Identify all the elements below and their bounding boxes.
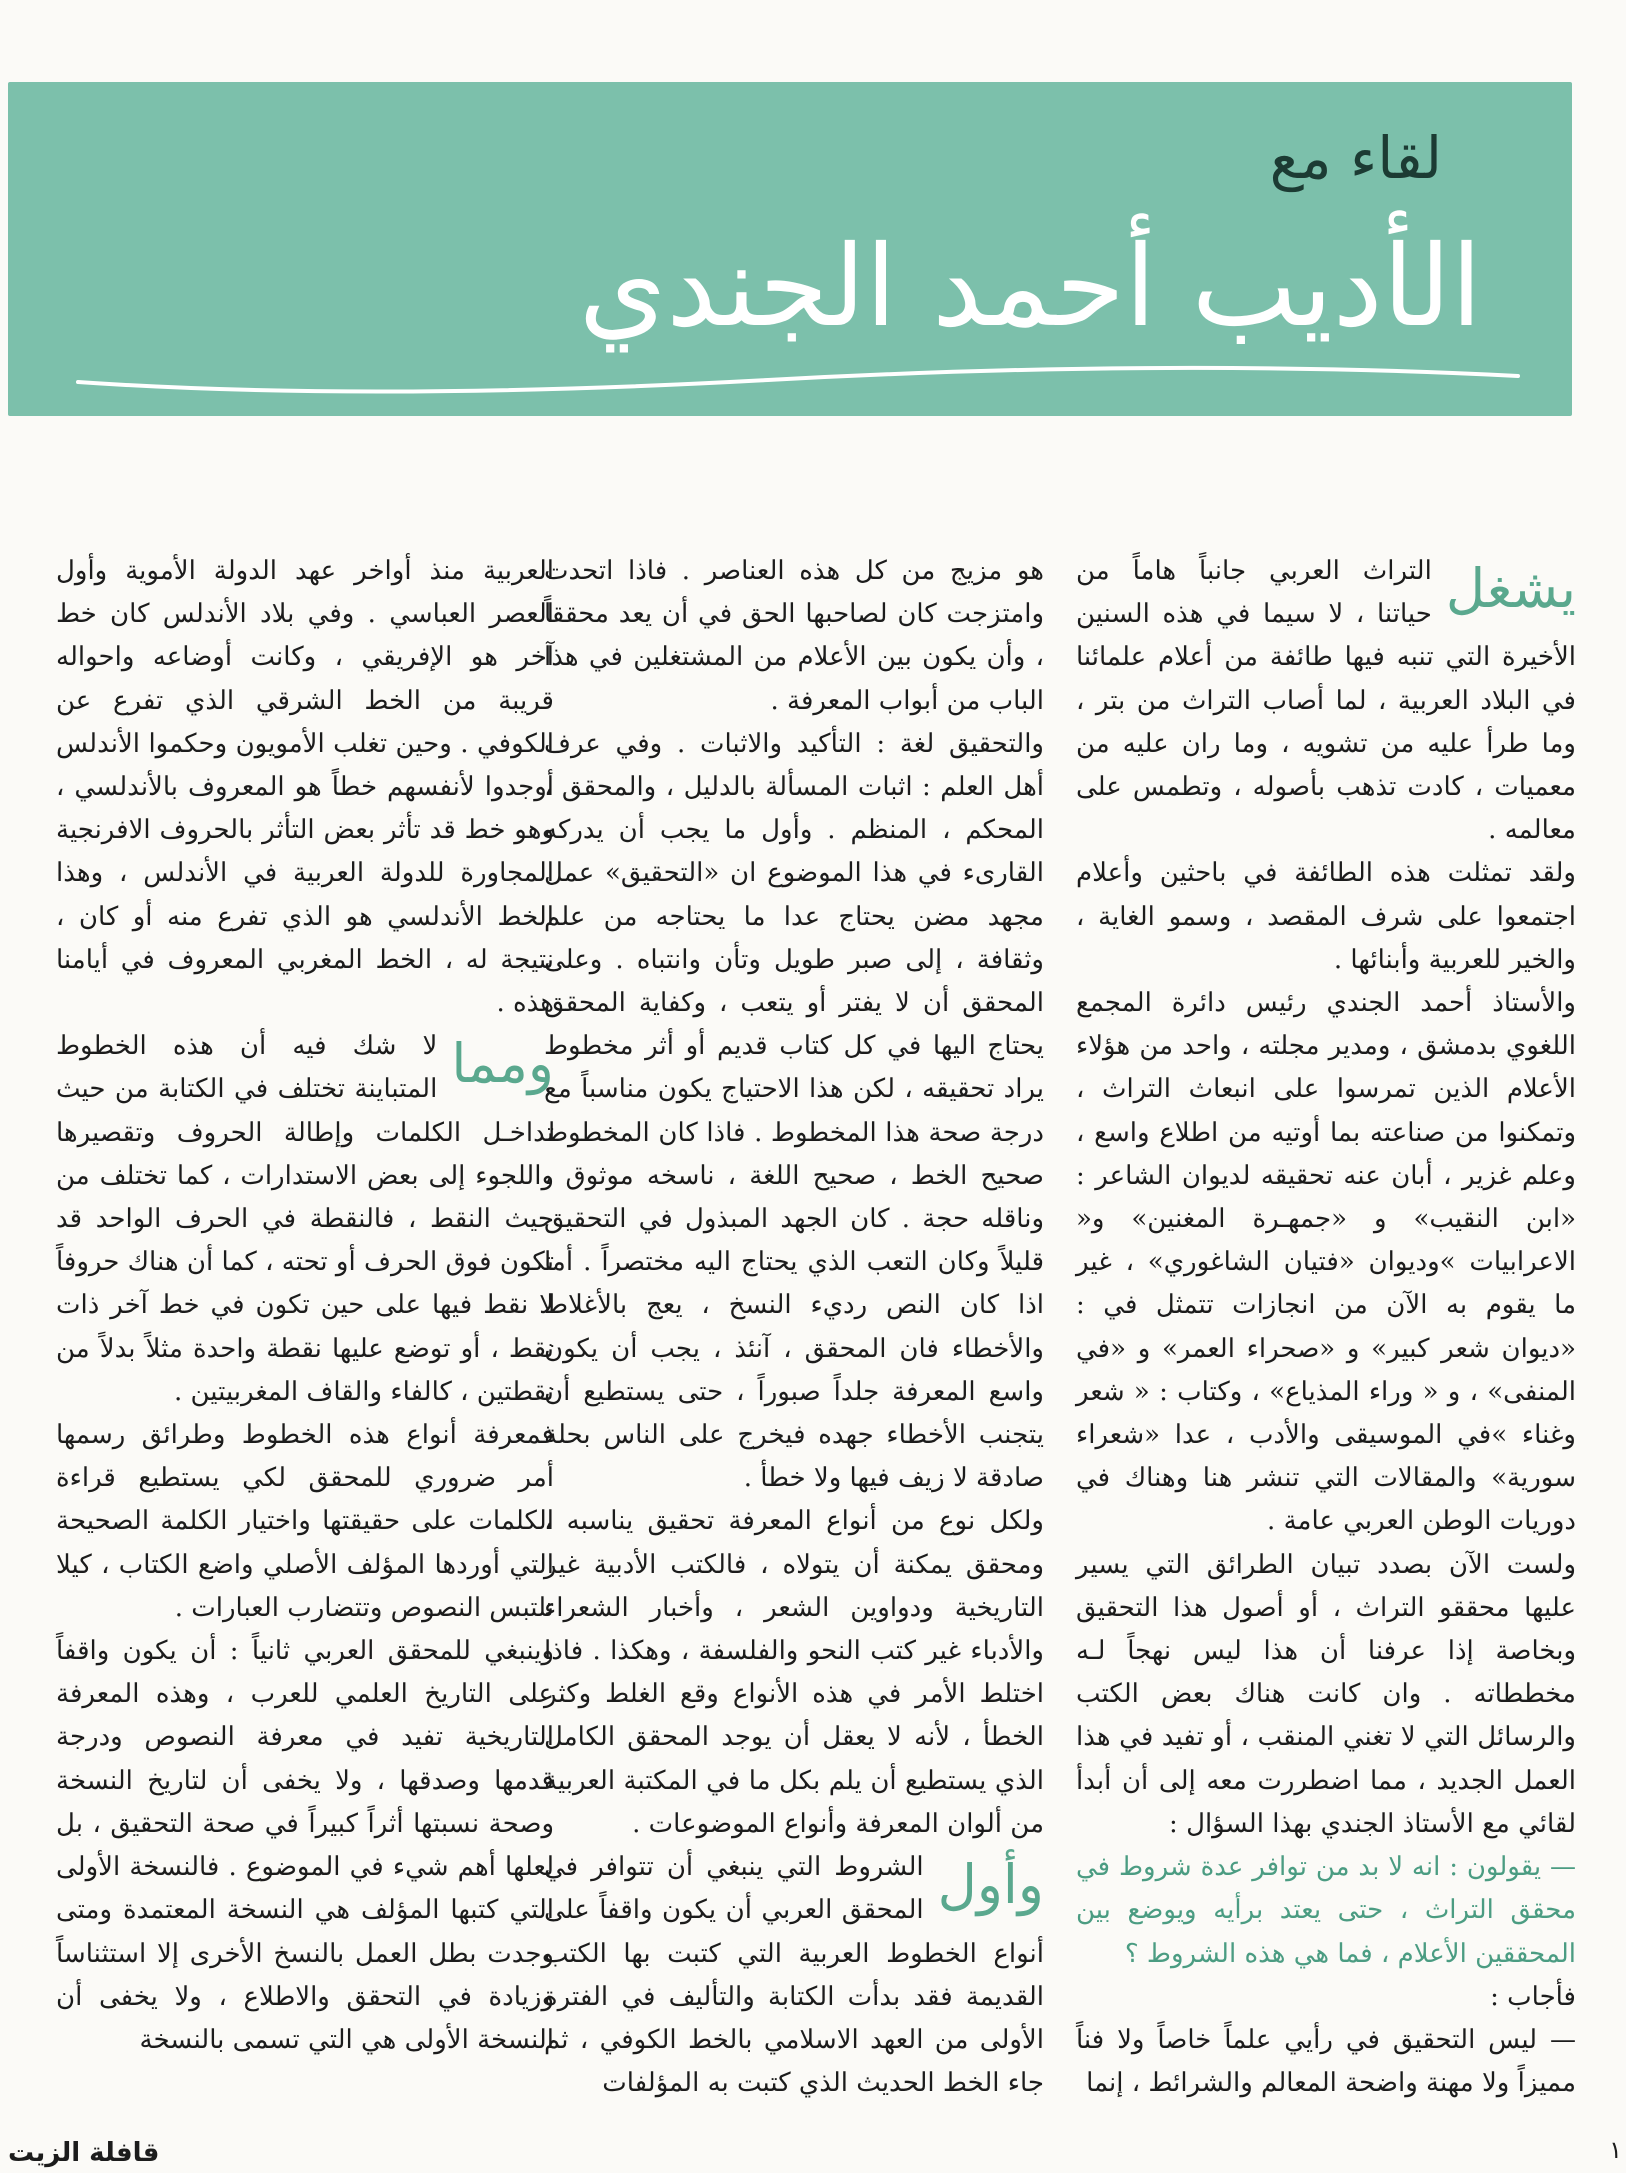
answer-label: فأجاب : <box>1490 1981 1576 2012</box>
article-column-right <box>1076 550 1576 2099</box>
banner-title: الأديب أحمد الجندي <box>578 222 1482 352</box>
magazine-name: قافلة الزيت <box>8 2138 160 2168</box>
page-number: ١ <box>1609 2136 1622 2164</box>
paragraph: ولقد تمثلت هذه الطائفة في باحثين وأعلام اجتمعوا على شرف المقصد ، وسمو الغاية ، والخير للعربية وأبنائها . <box>1076 858 1576 975</box>
lead-word-right: يشغل <box>1445 557 1576 620</box>
lead-word-middle: وأول <box>937 1853 1044 1917</box>
banner-swash-decoration <box>68 362 1528 402</box>
interview-answer: — ليس التحقيق في رأيي علماً خاصاً ولا فناً مميزاً ولا مهنة واضحة المعالم والشرائط ، إنما <box>1076 2024 1576 2099</box>
title-banner <box>8 82 1572 416</box>
paragraph: والتحقيق لغة : التأكيد والاثبات . وفي عرف أهل العلم : اثبات المسألة بالدليل ، والمحقق ، المحكم ، المنظم . وأول ما يجب أن يدركه القارىء في هذا الموضوع ان «التحقيق» عمل مجهد مضن يحتاج عدا ما يحتاجه من علم وثقافة ، إلى صبر طويل وتأن وانتباه . وعلى المحقق أن لا يفتر أو يتعب ، وكفاية المحقق يحتاج اليها في كل كتاب قديم أو أثر مخطوط يراد تحقيقه ، لكن هذا الاحتياج يكون مناسباً مع درجة صحة هذا المخطوط . فاذا كان المخطوط صحيح الخط ، صحيح اللغة ، ناسخه موثوق ، وناقله حجة . كان الجهد المبذول في التحقيق قليلاً وكان التعب الذي يحتاج اليه مختصراً . أما اذا كان النص رديء النسخ ، يعج بالأغلاط والأخطاء فان المحقق ، آنئذ ، يجب أن يكون واسع المعرفة جلداً صبوراً ، حتى يستطيع أن يتجنب الأخطاء جهده فيخرج على الناس بحلة صادقة لا زيف فيها ولا خطأ . <box>544 728 1044 1494</box>
paragraph: العربية منذ أواخر عهد الدولة الأموية وأول العصر العباسي . وفي بلاد الأندلس كان خط آخر هو الإفريقي ، وكانت أوضاعه واحواله قريبة من الخط الشرقي الذي تفرع عن الكوفي . وحين تغلب الأمويون وحكموا الأندلس أوجدوا لأنفسهم خطاً هو المعروف بالأندلسي ، وهو خط قد تأثر بعض التأثر بالحروف الافرنجية المجاورة للدولة العربية في الأندلس ، وهذا الخط الأندلسي هو الذي تفرع منه أو كان ، نتيجة له ، الخط المغربي المعروف في أيامنا هذه . <box>56 556 554 1019</box>
paragraph: هو مزيج من كل هذه العناصر . فاذا اتحدت وامتزجت كان لصاحبها الحق في أن يعد محققاً ، وأن يكون بين الأعلام من المشتغلين في هذا الباب من أبواب المعرفة . <box>544 556 1044 716</box>
banner-pretitle: لقاء مع <box>1269 124 1442 192</box>
lead-word-left: ومما <box>451 1032 554 1096</box>
article-column-middle <box>544 550 1044 2099</box>
interview-question: — يقولون : انه لا بد من توافر عدة شروط في محقق التراث ، حتى يعتد برأيه ويوضع بين المحققين الأعلام ، فما هي هذه الشروط ؟ <box>1076 1852 1576 1969</box>
paragraph: والأستاذ أحمد الجندي رئيس دائرة المجمع اللغوي بدمشق ، ومدير مجلته ، واحد من هؤلاء الأعلام الذين تمرسوا على انبعاث التراث ، وتمكنوا من صناعته بما أوتيه من اطلاع واسع ، وعلم غزير ، أبان عنه تحقيقه لديوان الشاعر : «ابن النقيب» و «جمهـرة المغنين» و« الاعرابيات »وديوان «فتيان الشاغوري» ، غير ما يقوم به الآن من انجازات تتمثل في : «ديوان شعر كبير» و «صحراء العمر» و «في المنفى» ، و « وراء المذياع» ، وكتاب : « شعر وغناء »في الموسيقى والأدب ، عدا «شعراء سورية» والمقالات التي تنشر هنا وهناك في دوريات الوطن العربي عامة . <box>1076 988 1576 1537</box>
paragraph: لا شك فيه أن هذه الخطوط المتباينة تختلف في الكتابة من حيث تداخـل الكلمات وإطالة الحروف وتقصيرها واللجوء إلى بعض الاستدارات ، كما تختلف من حيث النقط ، فالنقطة في الحرف الواحد قد تكون فوق الحرف أو تحته ، كما أن هناك حروفاً لا نقط فيها على حين تكون في خط آخر ذات نقط ، أو توضع عليها نقطة واحدة مثلاً بدلاً من نقطتين ، كالفاء والقاف المغربيتين . <box>56 1031 554 1407</box>
paragraph: فمعرفة أنواع هذه الخطوط وطرائق رسمها أمر ضروري للمحقق لكي يستطيع قراءة الكلمات على حقيقتها واختيار الكلمة الصحيحة التي أوردها المؤلف الأصلي واضع الكتاب ، كيلا تلتبس النصوص وتتضارب العبارات . <box>56 1420 554 1623</box>
paragraph: ولكل نوع من أنواع المعرفة تحقيق يناسبه ، ومحقق يمكنة أن يتولاه ، فالكتب الأدبية غير التاريخية ودواوين الشعر ، وأخبار الشعراء والأدباء غير كتب النحو والفلسفة ، وهكذا . فاذا اختلط الأمر في هذه الأنواع وقع الغلط وكثر الخطأ ، لأنه لا يعقل أن يوجد المحقق الكامل الذي يستطيع أن يلم بكل ما في المكتبة العربية من ألوان المعرفة وأنواع الموضوعات . <box>544 1506 1044 1839</box>
paragraph: ولست الآن بصدد تبيان الطرائق التي يسير عليها محققو التراث ، أو أصول هذا التحقيق وبخاصة إذا عرفنا أن هذا ليس نهجاً لـه مخططاته . وان كانت هناك بعض الكتب والرسائل التي لا تغني المنقب ، أو تفيد في هذا العمل الجديد ، مما اضطررت معه إلى أن أبدأ لقائي مع الأستاذ الجندي بهذا السؤال : <box>1076 1549 1576 1839</box>
article-column-left <box>56 550 554 2070</box>
paragraph: وينبغي للمحقق العربي ثانياً : أن يكون واقفاً على التاريخ العلمي للعرب ، وهذه المعرفة التاريخية تفيد في معرفة النصوص ودرجة قدمها وصدقها ، ولا يخفى أن لتاريخ النسخة وصحة نسبتها أثراً كبيراً في صحة التحقيق ، بل لعلها أهم شيء في الموضوع . فالنسخة الأولى التي كتبها المؤلف هي النسخة المعتمدة ومتى وجدت بطل العمل بالنسخ الأخرى إلا استثناساً وزيادة في التحقق والاطلاع ، ولا يخفى أن النسخة الأولى هي التي تسمى بالنسخة <box>56 1636 554 2055</box>
paragraph: الشروط التي ينبغي أن تتوافر في المحقق العربي أن يكون واقفاً على أنواع الخطوط العربية التي كتبت بها الكتب القديمة فقد بدأت الكتابة والتأليف في الفترة الأولى من العهد الاسلامي بالخط الكوفي ، ثم جاء الخط الحديث الذي كتبت به المؤلفات <box>544 1852 1044 2099</box>
paragraph: التراث العربي جانباً هاماً من حياتنا ، لا سيما في هذه السنين الأخيرة التي تنبه فيها طائفة من أعلام علمائنا في البلاد العربية ، لما أصاب التراث من بتر ، وما طرأ عليه من تشويه ، وما ران عليه من معميات ، كادت تذهب بأصوله ، وتطمس على معالمه . <box>1076 556 1576 846</box>
